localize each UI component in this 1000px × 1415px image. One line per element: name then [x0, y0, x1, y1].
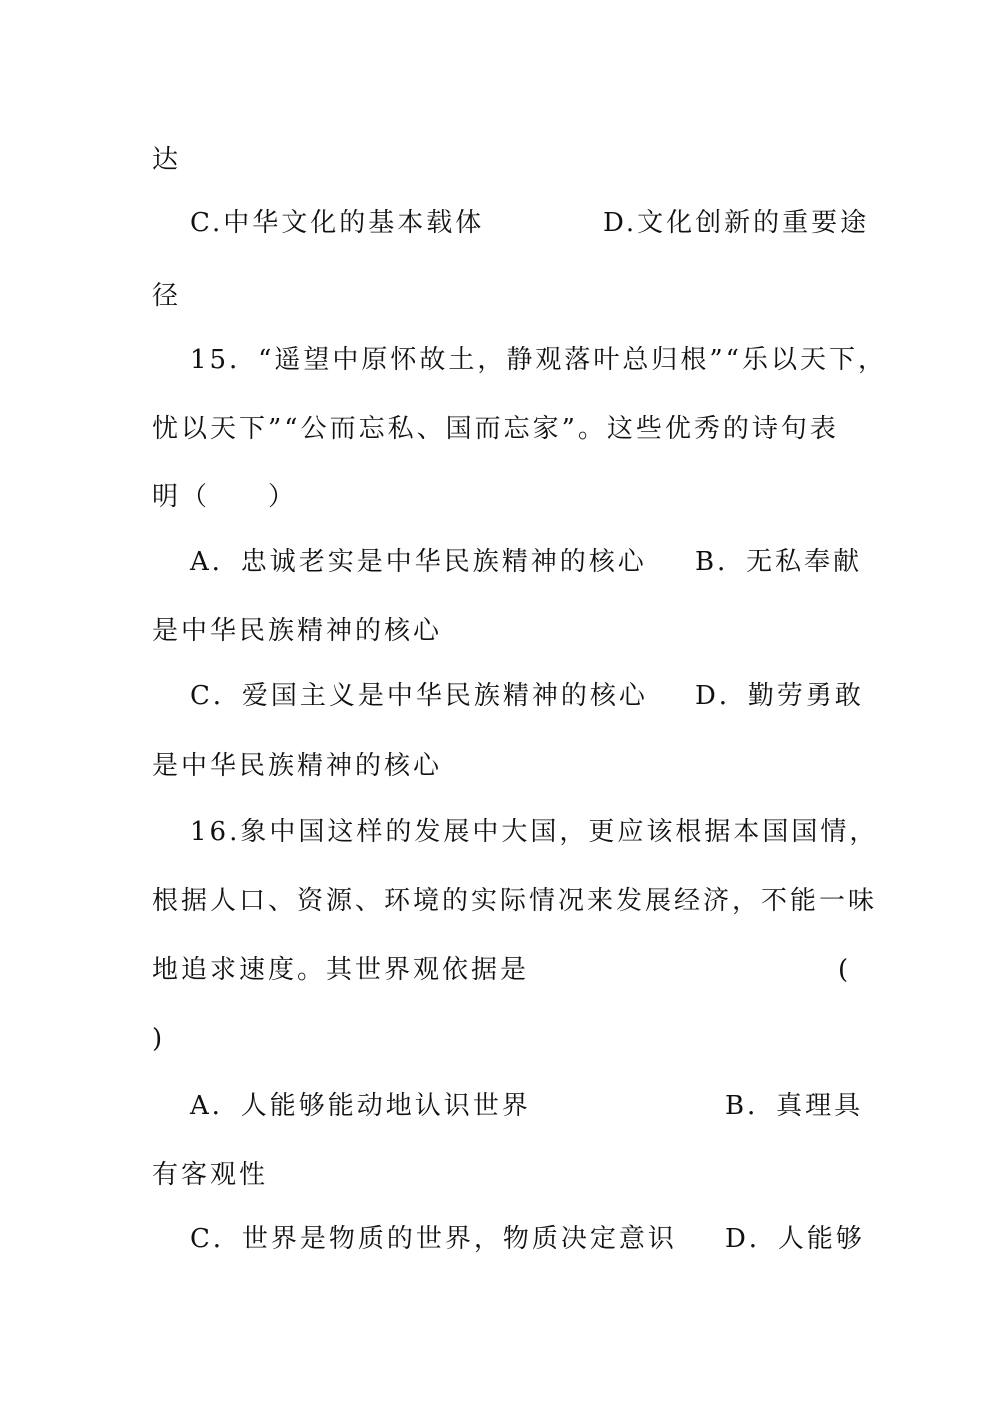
option-b-q16-cont: 有客观性: [152, 1160, 269, 1190]
option-d-q15: D．勤劳勇敢: [695, 681, 864, 711]
text-line-continuation: 径: [152, 281, 182, 311]
option-c-q16: C．世界是物质的世界，物质决定意识: [190, 1224, 677, 1254]
question-16-stem-cont: 根据人口、资源、环境的实际情况来发展经济，不能一味: [152, 886, 878, 916]
question-15-stem-cont: 忧以天下”“公而忘私、国而忘家”。这些优秀的诗句表: [152, 414, 839, 444]
option-a-q16: A．人能够能动地认识世界: [190, 1091, 531, 1121]
option-b-q15: B．无私奉献: [695, 547, 863, 577]
option-c-q14: C.中华文化的基本载体: [190, 208, 485, 238]
option-c-q15: C．爱国主义是中华民族精神的核心: [190, 681, 648, 711]
option-d-q15-cont: 是中华民族精神的核心: [152, 751, 443, 781]
text-line-continuation: 达: [152, 145, 182, 175]
question-16-stem-cont2: 地追求速度。其世界观依据是: [152, 955, 530, 985]
question-16-stem: 16.象中国这样的发展中大国，更应该根据本国国情，: [190, 817, 879, 847]
question-15-stem: 15．“遥望中原怀故土，静观落叶总归根”“乐以天下，: [190, 345, 887, 375]
question-15-stem-end: 明（ ）: [152, 482, 298, 512]
option-d-q16: D．人能够: [725, 1224, 865, 1254]
option-a-q15: A．忠诚老实是中华民族精神的核心: [190, 547, 647, 577]
option-b-q16: B．真理具: [725, 1091, 864, 1121]
answer-bracket-open: (: [838, 955, 852, 985]
option-d-q14: D.文化创新的重要途: [603, 208, 870, 238]
answer-bracket-close: ): [152, 1024, 166, 1054]
option-b-q15-cont: 是中华民族精神的核心: [152, 616, 443, 646]
